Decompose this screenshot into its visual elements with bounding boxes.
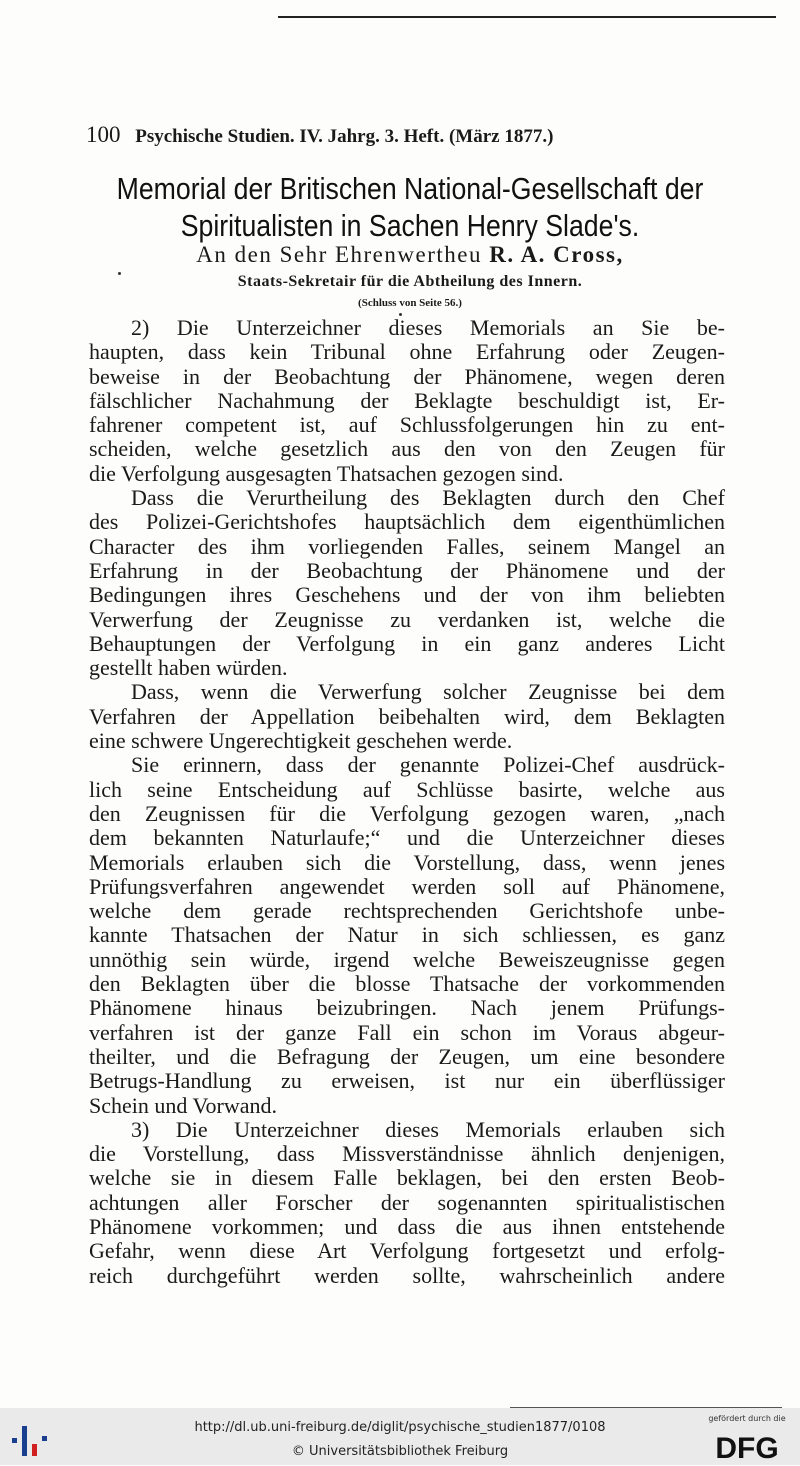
- text-line: Erfahrung in der Beobachtung der Phänomene und der: [89, 557, 725, 583]
- text-line: theilter, und die Befragung der Zeugen, um eine besondere: [89, 1043, 725, 1069]
- text-line: Phänomene vorkommen; und dass die aus ihnen entstehende: [89, 1213, 725, 1239]
- text-line: Betrugs-Handlung zu erweisen, ist nur ein überflüssiger: [89, 1068, 725, 1094]
- text-line: scheiden, welche gesetzlich aus den von den Zeugen für: [89, 436, 725, 462]
- page-number: 100: [86, 122, 121, 147]
- title-line: Memorial der Britischen National-Gesellschaft der: [116, 171, 704, 206]
- text-line: die Vorstellung, dass Missverständnisse ähnlich denjenigen,: [89, 1141, 725, 1167]
- addressee-prefix: An den Sehr Ehrenwertheu: [196, 242, 482, 267]
- text-line: fälschlicher Nachahmung der Beklagte beschuldigt ist, Er-: [89, 387, 725, 413]
- text-line: 2) Die Unterzeichner dieses Memorials an Sie be-: [131, 315, 725, 340]
- text-line: welche dem gerade rechtsprechenden Gerichtshofe unbe-: [89, 898, 725, 924]
- viewer-footer: [0, 1408, 800, 1465]
- title-line: Spiritualisten in Sachen Henry Slade's.: [180, 208, 640, 243]
- text-line: die Verfolgung ausgesagten Thatsachen gezogen sind.: [89, 460, 564, 486]
- top-rule: [278, 16, 776, 18]
- addressee: [60, 242, 760, 268]
- text-line: Verwerfung der Zeugnisse zu verdanken ist, welche die: [89, 606, 725, 632]
- text-line: 3) Die Unterzeichner dieses Memorials erlauben sich: [131, 1116, 725, 1142]
- text-line: eine schwere Ungerechtigkeit geschehen werde.: [89, 728, 513, 754]
- body-text: [89, 316, 725, 1288]
- text-line: den Beklagten über die blosse Thatsache der vorkommenden: [89, 971, 725, 997]
- text-line: Character des ihm vorliegenden Falles, seinem Mangel an: [89, 533, 725, 559]
- text-line: achtungen aller Forscher der sogenannten spiritualistischen: [89, 1189, 725, 1215]
- running-header: [86, 122, 726, 152]
- text-line: des Polizei-Gerichtshofes hauptsächlich dem eigenthümlichen: [89, 509, 725, 535]
- text-line: Sie erinnern, dass der genannte Polizei-Chef ausdrück-: [131, 752, 725, 778]
- text-line: den Zeugnissen für die Verfolgung gezogen waren, „nach: [89, 800, 725, 826]
- text-line: Phänomene hinaus beizubringen. Nach jenem Prüfungs-: [89, 995, 725, 1021]
- dfg-caption: gefördert durch die: [708, 1414, 786, 1423]
- text-line: fahrener competent ist, auf Schlussfolgerungen hin zu ent-: [89, 412, 725, 438]
- text-line: Prüfungsverfahren angewendet werden soll auf Phänomene,: [89, 873, 725, 899]
- text-line: Gefahr, wenn diese Art Verfolgung fortgesetzt und erfolg-: [89, 1238, 725, 1264]
- continuation-note: (Schluss von Seite 56.): [358, 297, 462, 309]
- text-line: beweise in der Beobachtung der Phänomene, wegen deren: [89, 363, 725, 389]
- permalink-url[interactable]: http://dl.ub.uni-freiburg.de/diglit/psychische_studien1877/0108: [194, 1420, 606, 1435]
- text-line: Behauptungen der Verfolgung in ein ganz anderes Licht: [89, 630, 725, 656]
- text-line: Bedingungen ihres Geschehens und der von ihm beliebten: [89, 582, 725, 608]
- addressee-office: Staats-Sekretair für die Abtheilung des Innern.: [237, 273, 583, 290]
- text-line: gestellt haben würden.: [89, 655, 288, 681]
- addressee-name: R. A. Cross,: [489, 242, 624, 267]
- dfg-logo-text: DFG: [715, 1432, 779, 1462]
- text-line: Dass, wenn die Verwerfung solcher Zeugnisse bei dem: [131, 679, 725, 705]
- article-title: [109, 170, 711, 244]
- text-line: reich durchgeführt werden sollte, wahrscheinlich andere: [89, 1262, 725, 1288]
- dfg-logo: [700, 1414, 794, 1462]
- text-line: kannte Thatsachen der Natur in sich schliessen, es ganz: [89, 922, 725, 948]
- text-line: Schein und Vorwand.: [89, 1092, 278, 1118]
- text-line: Dass die Verurtheilung des Beklagten durch den Chef: [131, 485, 725, 511]
- text-line: haupten, dass kein Tribunal ohne Erfahrung oder Zeugen-: [89, 339, 725, 365]
- text-line: Verfahren der Appellation beibehalten wird, dem Beklagten: [89, 703, 725, 729]
- text-line: lich seine Entscheidung auf Schlüsse basirte, welche aus: [89, 776, 725, 802]
- text-line: verfahren ist der ganze Fall ein schon im Voraus abgeur-: [89, 1019, 725, 1045]
- copyright-notice: © Universitätsbibliothek Freiburg: [291, 1444, 509, 1459]
- text-line: Memorials erlauben sich die Vorstellung, dass, wenn jenes: [89, 849, 725, 875]
- text-line: unnöthig sein würde, irgend welche Beweiszeugnisse gegen: [89, 946, 725, 972]
- text-line: welche sie in diesem Falle beklagen, bei den ersten Beob-: [89, 1165, 725, 1191]
- text-line: dem bekannten Naturlaufe;“ und die Unterzeichner dieses: [89, 825, 725, 851]
- running-header-text: Psychische Studien. IV. Jahrg. 3. Heft. (März 1877.): [135, 126, 554, 147]
